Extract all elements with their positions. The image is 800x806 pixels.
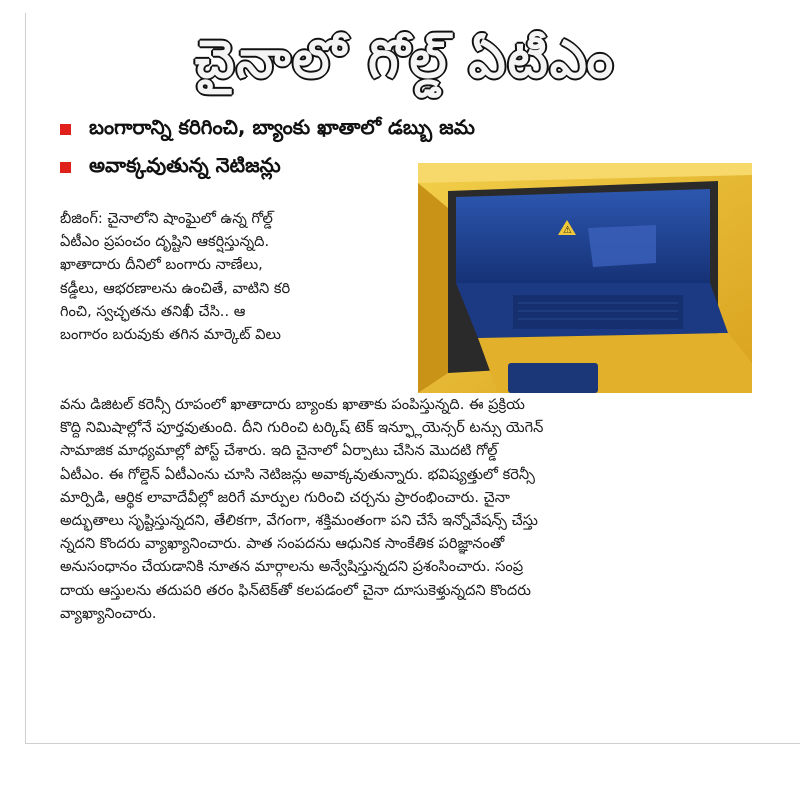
- article-line: వను డిజిటల్ కరెన్సీ రూపంలో ఖాతాదారు బ్యాంకు ఖాతాకు పంపిస్తున్నది. ఈ ప్రక్రియ: [60, 396, 525, 413]
- gold-atm-photo: [418, 163, 752, 393]
- article-line: కడ్డీలు, ఆభరణాలను ఉంచితే, వాటిని కరి: [60, 279, 291, 297]
- article-line: మార్పిడి, ఆర్థిక లావాదేవీల్లో జరిగే మార్పుల గురించి చర్చను ప్రారంభించారు. చైనా: [60, 488, 510, 506]
- red-square-bullet-icon: [60, 124, 71, 135]
- article-line: సామాజిక మాధ్యమాల్లో పోస్ట్ చేశారు. ఇది చైనాలో ఏర్పాటు చేసిన మొదటి గోల్డ్: [60, 442, 498, 460]
- article-line: ఏటీఎం. ఈ గోల్డెన్ ఏటీఎంను చూసి నెటిజన్లు అవాక్కవుతున్నారు. భవిష్యత్తులో కరెన్సీ: [60, 465, 535, 483]
- article-line: న్నదని కొందరు వ్యాఖ్యానించారు. పాత సంపదను ఆధునిక సాంకేతిక పరిజ్ఞానంతో: [60, 535, 505, 553]
- article-line: అద్భుతాలు సృష్టిస్తున్నదని, తేలికగా, వేగంగా, శక్తిమంతంగా పని చేసే ఇన్నోవేషన్స్ చేస్తు: [60, 511, 538, 529]
- red-square-bullet-icon: [60, 162, 71, 173]
- bullet-point-1: [60, 111, 475, 147]
- article-line: ఖాతాదారు దీనిలో బంగారు నాణేలు,: [60, 256, 263, 274]
- article-line: బీజింగ్: చైనాలోని షాంఘైలో ఉన్న గోల్డ్: [60, 210, 273, 227]
- article-line: బంగారం బరువుకు తగిన మార్కెట్ విలు: [60, 325, 281, 343]
- bullet-text-2: అవాక్కవుతున్న నెటిజన్లు: [89, 152, 281, 177]
- article-line: వ్యాఖ్యానించారు.: [60, 604, 157, 622]
- bullet-text-1: బంగారాన్ని కరిగించి, బ్యాంకు ఖాతాలో డబ్బు జమ: [89, 114, 475, 139]
- article-line: ఏటీఎం ప్రపంచం దృష్టిని ఆకర్షిస్తున్నది.: [60, 233, 270, 251]
- article-line: గించి, స్వచ్ఛతను తనిఖీ చేసి.. ఆ: [60, 302, 246, 320]
- article-body-main: [60, 393, 752, 625]
- article-body-intro: [60, 207, 412, 346]
- warning-icon: ⚠: [563, 225, 572, 236]
- headline: చైనాలో గోల్డ్ ఏటీఎం: [194, 30, 616, 90]
- article-line: దాయ ఆస్తులను తదుపరి తరం ఫిన్‌టెక్‌తో కలపడంలో చైనా దూసుకెళ్తున్నదని కొందరు: [60, 581, 531, 599]
- article-line: అనుసంధానం చేయడానికి నూతన మార్గాలను అన్వేషిస్తున్నదని ప్రశంసించారు. సంప్ర: [60, 558, 524, 576]
- article-line: కొద్ది నిమిషాల్లోనే పూర్తవుతుంది. దీని గురించి టర్కిష్ టెక్ ఇన్ఫ్లూయెన్సర్ టన్సు యెగెన్: [60, 419, 544, 437]
- bullet-point-2: [60, 149, 281, 185]
